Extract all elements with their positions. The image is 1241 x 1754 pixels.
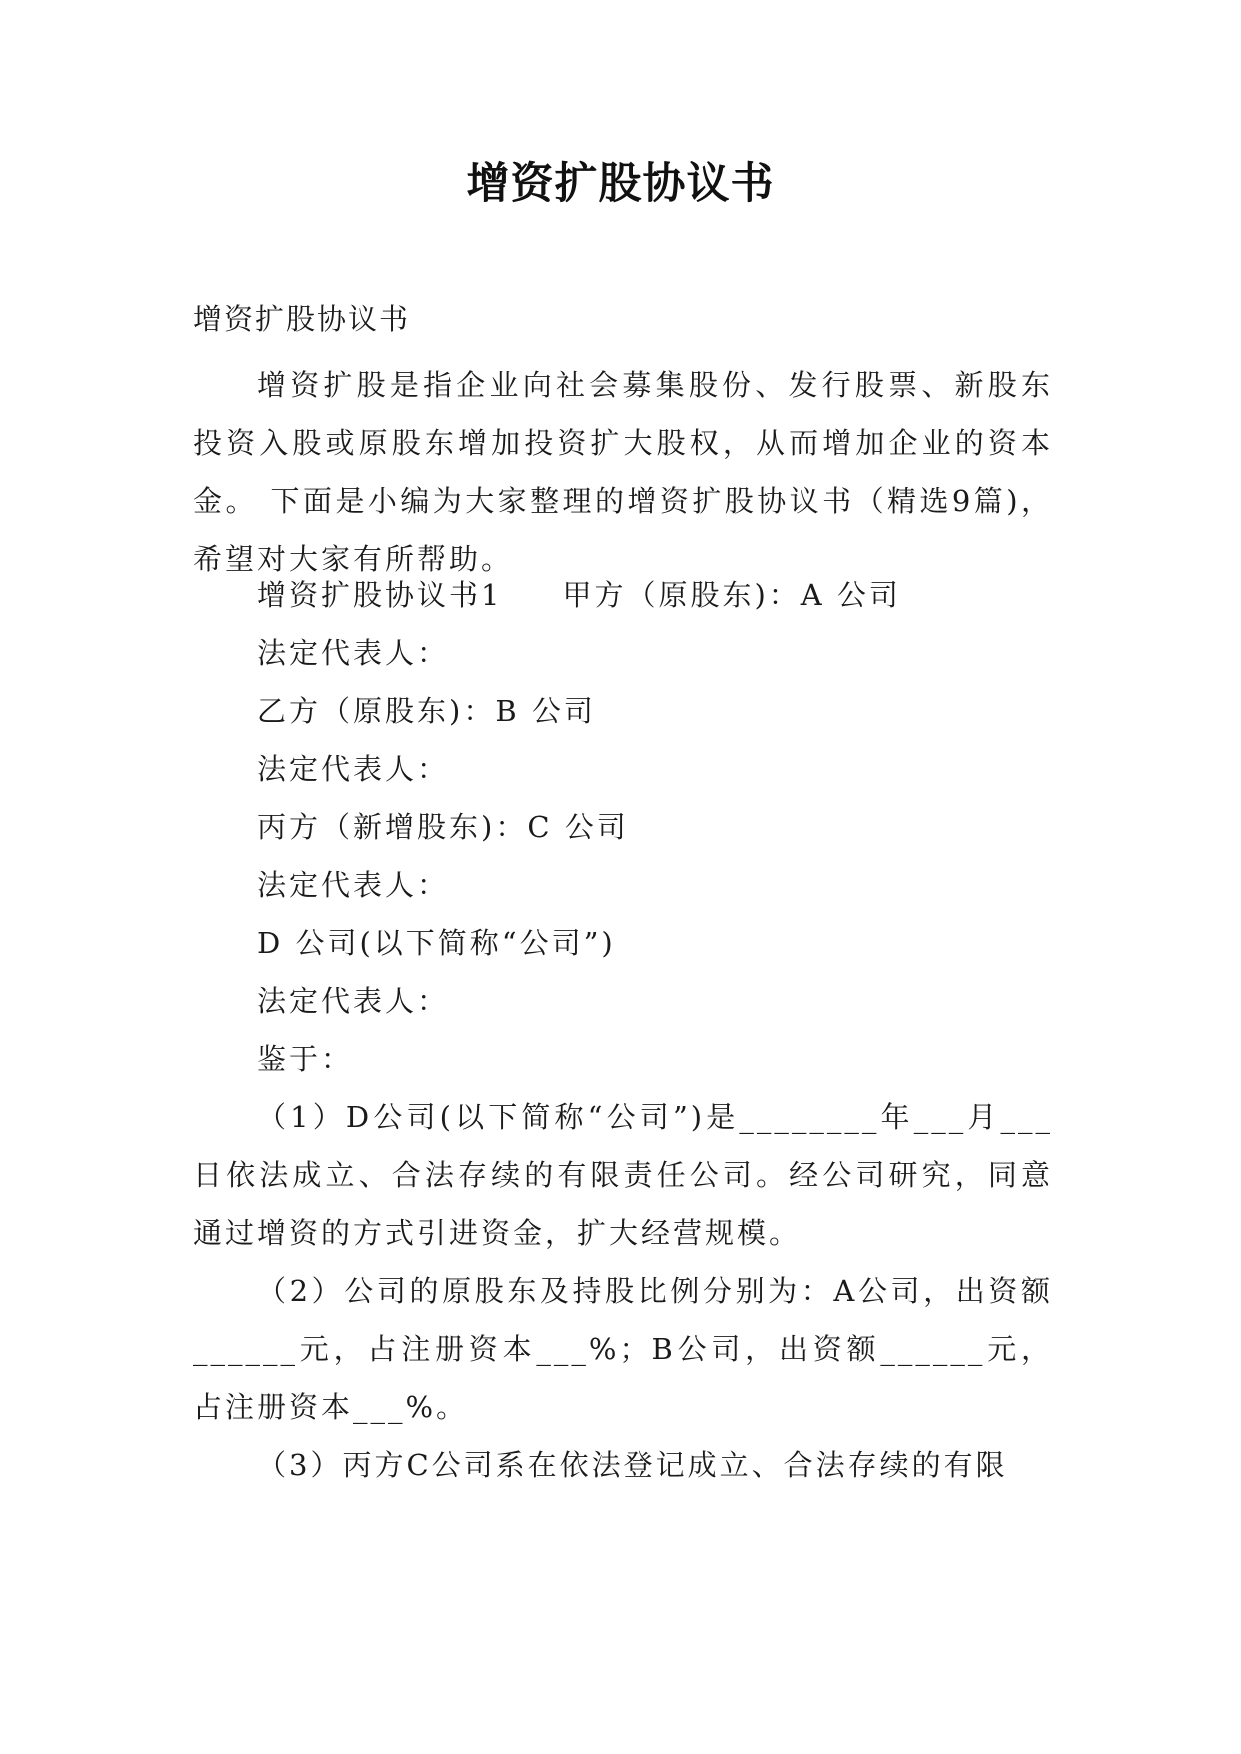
section-heading: 增资扩股协议书1 [257,578,503,612]
whereas-heading: 鉴于： [257,1042,354,1076]
party-b-representative: 法定代表人： [257,752,450,786]
company-d-representative: 法定代表人： [257,984,450,1018]
clause-1: （1）D公司(以下简称“公司”)是________年___月___日依法成立、合法存续的有限责任公司。经公司研究，同意通过增资的方式引进资金，扩大经营规模。 [193,1100,1053,1250]
party-c-representative: 法定代表人： [257,868,450,902]
company-d: D 公司(以下简称“公司”) [257,926,616,960]
intro-paragraph-block [193,356,1053,588]
clauses-block [193,1088,1053,1494]
party-c: 丙方（新增股东)：C 公司 [257,810,629,844]
document-title: 增资扩股协议书 [466,159,775,209]
clause-2: （2）公司的原股东及持股比例分别为：A公司，出资额______元，占注册资本___%；B公司，出资额______元，占注册资本___%。 [193,1274,1053,1424]
party-b: 乙方（原股东)：B 公司 [257,694,596,728]
document-subtitle: 增资扩股协议书 [193,302,411,336]
party-a-line [193,566,1053,624]
intro-paragraph: 增资扩股是指企业向社会募集股份、发行股票、新股东投资入股或原股东增加投资扩大股权，从而增加企业的资本金。 下面是小编为大家整理的增资扩股协议书（精选9篇)，希望对大家有所帮助。 [193,368,1053,576]
party-a: 甲方（原股东)：A 公司 [562,578,901,612]
parties-block [193,566,1053,1088]
clause-3: （3）丙方C公司系在依法登记成立、合法存续的有限 [257,1448,1008,1482]
party-a-representative: 法定代表人： [257,636,450,670]
